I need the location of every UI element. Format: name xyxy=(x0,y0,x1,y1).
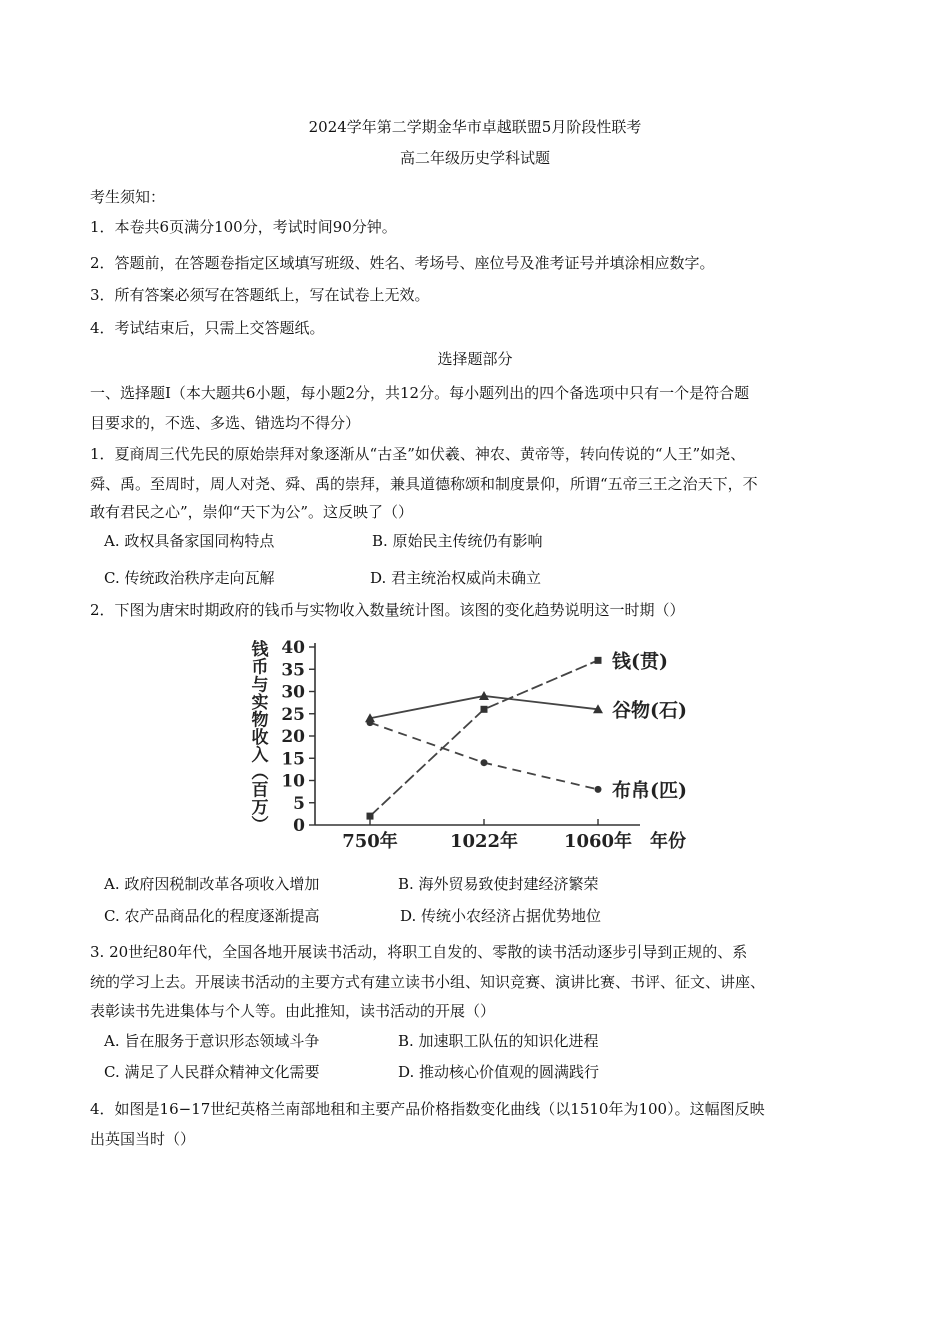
svg-text:收: 收 xyxy=(251,727,269,748)
svg-text:万: 万 xyxy=(251,798,269,819)
option-b: B. 海外贸易致使封建经济繁荣 xyxy=(398,875,599,893)
data-point xyxy=(367,719,374,726)
svg-text:入: 入 xyxy=(251,745,269,766)
question-stem: 出英国当时（） xyxy=(90,1130,196,1148)
series-label: 钱(贯) xyxy=(612,650,668,673)
question-stem: 3. 20世纪80年代，全国各地开展读书活动，将职工自发的、零散的读书活动逐步引导到正规的、系 xyxy=(90,943,748,961)
option-c: C. 满足了人民群众精神文化需要 xyxy=(104,1063,320,1081)
option-a: A. 政权具备家国同构特点 xyxy=(104,532,275,550)
notice-item: 3．所有答案必须写在答题纸上，写在试卷上无效。 xyxy=(90,286,430,304)
y-axis-label xyxy=(252,639,270,835)
data-point xyxy=(367,813,374,820)
revenue-chart xyxy=(240,630,700,855)
y-tick-label: 15 xyxy=(281,749,305,770)
notice-item: 2．答题前，在答题卷指定区域填写班级、姓名、考场号、座位号及准考证号并填涂相应数字。 xyxy=(90,254,715,272)
svg-text:物: 物 xyxy=(251,710,269,731)
revenue-chart-svg xyxy=(240,630,700,855)
data-point xyxy=(595,786,602,793)
question-stem: 1．夏商周三代先民的原始崇拜对象逐渐从“古圣”如伏羲、神农、黄帝等，转向传说的“人王”如尧、 xyxy=(90,445,746,463)
question-stem: 表彰读书先进集体与个人等。由此推知，读书活动的开展（） xyxy=(90,1002,496,1020)
section-title: 选择题部分 xyxy=(437,350,513,368)
data-point xyxy=(481,759,488,766)
section-intro: 一、选择题Ⅰ（本大题共6小题，每小题2分，共12分。每小题列出的四个备选项中只有一个是符合题 xyxy=(90,384,750,402)
y-tick-label: 5 xyxy=(293,793,305,814)
data-point xyxy=(481,706,488,713)
y-tick-label: 20 xyxy=(281,727,305,747)
option-d: D. 推动核心价值观的圆满践行 xyxy=(398,1063,600,1081)
data-point xyxy=(595,657,602,664)
exam-title: 2024学年第二学期金华市卓越联盟5月阶段性联考 xyxy=(308,118,642,136)
option-a: A. 旨在服务于意识形态领域斗争 xyxy=(104,1032,320,1050)
svg-text:与: 与 xyxy=(251,675,269,696)
option-c: C. 传统政治秩序走向瓦解 xyxy=(104,569,275,587)
data-point xyxy=(479,691,489,700)
series-line xyxy=(370,723,598,790)
series-line xyxy=(370,660,598,816)
option-c: C. 农产品商品化的程度逐渐提高 xyxy=(104,907,320,925)
section-intro: 目要求的，不选、多选、错选均不得分） xyxy=(90,414,361,432)
y-tick-label: 10 xyxy=(281,771,305,792)
svg-text:币: 币 xyxy=(251,657,269,678)
x-axis-label: 年份 xyxy=(650,831,686,852)
option-b: B. 原始民主传统仍有影响 xyxy=(372,532,543,550)
svg-text:百: 百 xyxy=(251,780,269,801)
y-tick-label: 40 xyxy=(281,638,305,658)
y-tick-label: 0 xyxy=(293,816,305,836)
svg-text:钱: 钱 xyxy=(251,640,269,661)
svg-text:实: 实 xyxy=(251,692,269,713)
exam-subtitle: 高二年级历史学科试题 xyxy=(399,149,550,167)
svg-text:︶: ︶ xyxy=(251,815,269,836)
y-tick-label: 35 xyxy=(281,660,305,681)
series-label: 谷物(石) xyxy=(612,699,687,722)
option-a: A. 政府因税制改革各项收入增加 xyxy=(104,875,320,893)
y-tick-label: 30 xyxy=(281,682,305,703)
notice-item: 4．考试结束后，只需上交答题纸。 xyxy=(90,319,325,337)
question-stem: 2．下图为唐宋时期政府的钱币与实物收入数量统计图。该图的变化趋势说明这一时期（） xyxy=(90,601,685,619)
x-tick-label: 750年 xyxy=(342,831,398,852)
x-tick-label: 1060年 xyxy=(563,831,633,852)
y-tick-label: 25 xyxy=(281,704,305,725)
option-b: B. 加速职工队伍的知识化进程 xyxy=(398,1032,599,1050)
notice-heading: 考生须知： xyxy=(90,188,166,206)
option-d: D. 传统小农经济占据优势地位 xyxy=(400,907,602,925)
question-stem: 统的学习上去。开展读书活动的主要方式有建立读书小组、知识竞赛、演讲比赛、书评、征文、讲座、 xyxy=(90,973,766,991)
option-d: D. 君主统治权威尚未确立 xyxy=(370,569,542,587)
question-stem: 舜、禹。至周时，周人对尧、舜、禹的崇拜，兼具道德称颂和制度景仰，所谓“五帝三王之治天下，不 xyxy=(90,475,758,493)
svg-text:︵: ︵ xyxy=(251,762,269,783)
x-tick-label: 1022年 xyxy=(449,831,519,852)
question-stem: 4．如图是16−17世纪英格兰南部地租和主要产品价格指数变化曲线（以1510年为100）。这幅图反映 xyxy=(90,1100,765,1118)
question-stem: 敢有君民之心”，崇仰“天下为公”。这反映了（） xyxy=(90,503,414,521)
notice-item: 1．本卷共6页满分100分，考试时间90分钟。 xyxy=(90,218,397,236)
series-label: 布帛(匹) xyxy=(612,779,687,802)
